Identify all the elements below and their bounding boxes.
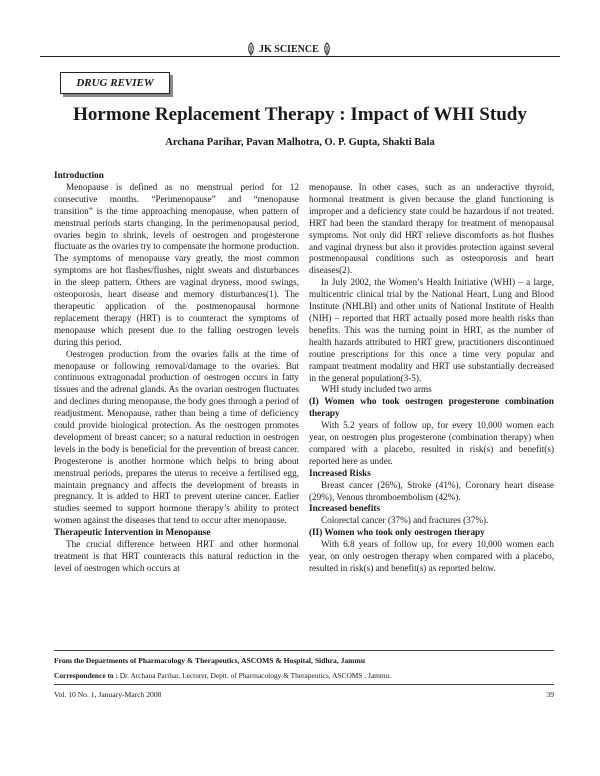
therapeutic-heading: Therapeutic Intervention in Menopause bbox=[54, 527, 211, 538]
journal-logo bbox=[240, 42, 338, 56]
article-title: Hormone Replacement Therapy : Impact of WHI Study bbox=[73, 104, 527, 125]
paragraph: The crucial difference between HRT and other hormonal treatment is that HRT counteracts this natural reduction in the level of oestrogen which occurs at bbox=[54, 539, 299, 573]
page-number: 39 bbox=[546, 690, 554, 699]
paragraph: With 6.8 years of follow up, for every 10,000 women each year, on only oestrogen therapy when compared with a placebo, resulted in risk(s) and benefit(s) as reported below. bbox=[309, 539, 554, 573]
left-column bbox=[54, 170, 299, 575]
correspondence-label: Correspondence to : bbox=[54, 671, 118, 680]
bird-emblem-icon-right bbox=[322, 42, 332, 56]
affiliation-text: From the Departments of Pharmacology & Therapeutics, ASCOMS & Hospital, Sidhra, Jammu bbox=[54, 656, 366, 665]
arm1-heading: (I) Women who took oestrogen progesterone combination therapy bbox=[309, 396, 554, 419]
footer-rule bbox=[54, 650, 554, 651]
intro-heading: Introduction bbox=[54, 170, 104, 180]
page-footer bbox=[54, 690, 554, 699]
risks-heading: Increased Risks bbox=[309, 467, 371, 478]
bottom-rule bbox=[54, 684, 554, 685]
paragraph: Colorectal cancer (37%) and fractures (37%). bbox=[321, 515, 489, 526]
header-rule bbox=[40, 56, 560, 57]
paragraph: Oestrogen production from the ovaries falls at the time of menopause or following removal/damage to the ovaries. But continuous extragonadal production of oestrogen occurs in fatty tissues and the adrenal glands. As the ovarian oestrogen fluctuates and declines during menopause, the body goes through a period of readjustment. Menopause, rather than being a time of deficiency could provide biological protection. As the oestrogen promotes development of breast cancer; so a natural reduction in oestrogen levels in the body is beneficial for the prevention of breast cancer. Progesterone is another hormone which helps to bring about menstrual periods, prepares the uterus to receive a fertilised egg, maintain pregnancy and affects the development of breasts in pregnancy. It is added to HRT to prevent uterine cancer. Earlier studies seemed to support hormone therapy’s ability to protect women against the diseases that tend to occur after menopause. bbox=[54, 348, 299, 526]
paragraph: menopause. In other cases, such as an underactive thyroid, hormonal treatment is given because the gland functioning is improper and a deficiency state could be hazardous if not treated. HRT had been the standard therapy for treatment of menopausal symptoms. Not only did HRT relieve discomforts as hot flushes and vaginal dryness but also it provides protection against several postmenopausal conditions such as osteoporosis and heart diseases(2). bbox=[309, 182, 554, 276]
section-label: DRUG REVIEW bbox=[60, 72, 170, 94]
paragraph: With 5.2 years of follow up, for every 10,000 women each year, on oestrogen plus progesterone (combination therapy) when compared with a placebo, resulted in risk(s) and benefit(s) reported here as under. bbox=[309, 420, 554, 466]
correspondence bbox=[54, 671, 554, 680]
paragraph: Breast cancer (26%), Stroke (41%), Coronary heart disease (29%), Venous thromboembolism (42%). bbox=[309, 479, 554, 502]
journal-header bbox=[40, 43, 560, 62]
correspondence-text: Dr. Archana Parihar, Lecturer, Deptt. of Pharmacology & Therapeutics, ASCOMS , Jammu. bbox=[117, 671, 392, 680]
volume-info: Vol. 10 No. 1, January-March 2008 bbox=[54, 690, 162, 699]
author-list: Archana Parihar, Pavan Malhotra, O. P. Gupta, Shakti Bala bbox=[165, 137, 435, 148]
arm2-heading: (II) Women who took only oestrogen therapy bbox=[309, 527, 485, 538]
paragraph: WHI study included two arms bbox=[321, 384, 432, 395]
journal-name: JK SCIENCE bbox=[259, 43, 319, 55]
benefits-heading: Increased benefits bbox=[309, 503, 381, 514]
affiliation bbox=[54, 656, 554, 665]
bird-emblem-icon bbox=[246, 42, 256, 56]
paragraph: In July 2002, the Women’s Health Initiative (WHI) – a large, multicentric clinical trial by the National Heart, Lung and Blood Institute (NHLBI) and other units of National Institute of Health (NIH) – reported that HRT actually posed more health risks than benefits. This was the turning point in HRT, as the number of health hazards attributed to HRT grew, practitioners discontinued routine prescriptions for this once a time very popular and rampant treatment modality and HRT use substantially decreased in the general population(3-5). bbox=[309, 277, 554, 383]
paragraph: Menopause is defined as no menstrual period for 12 consecutive months. “Perimenopause” and “menopause transition” is the time approaching menopause, when pattern of menstrual periods starts changing. In the perimenopausal period, ovaries begin to shrink, levels of oestrogen and progesterone fluctuate as the ovaries try to compensate the hormone production. The symptoms of menopause vary greatly, the most common symptoms are hot flashes/flushes, night sweats and disturbances in the sleep pattern. Others are vaginal dryness, mood swings, osteoporosis, heart disease and memory disturbances(1). The therapeutic application of the postmenopausal hormone replacement therapy (HRT) is to counteract the symptoms of menopause which present due to the falling oestrogen levels during this period. bbox=[54, 181, 299, 347]
right-column bbox=[309, 182, 554, 575]
